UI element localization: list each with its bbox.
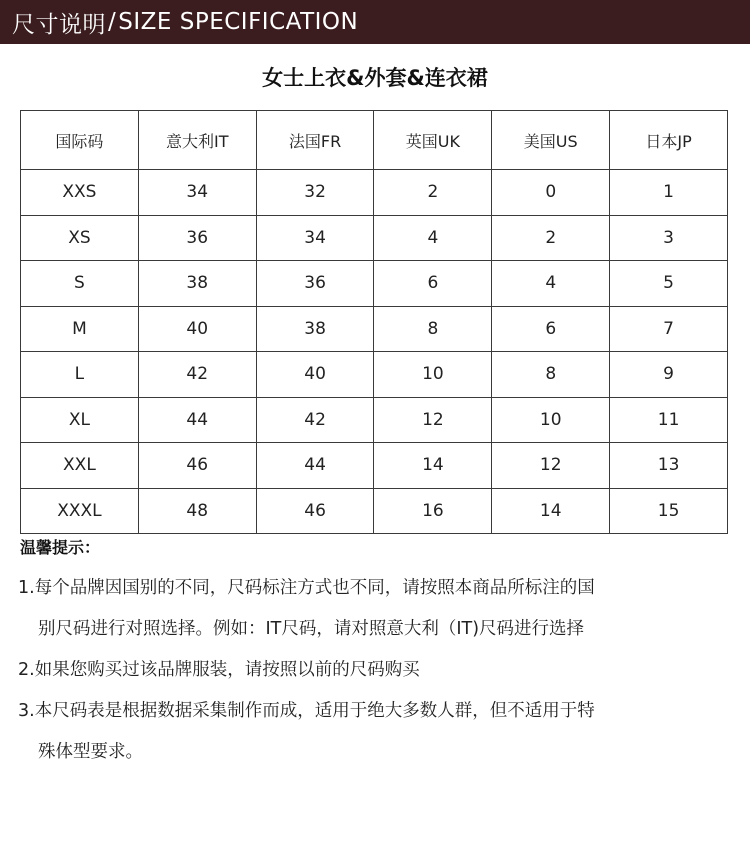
table-cell: 32 xyxy=(256,170,374,216)
table-cell: 2 xyxy=(492,215,610,261)
tips-list xyxy=(18,568,733,773)
table-cell: 7 xyxy=(610,306,728,352)
table-cell: 16 xyxy=(374,488,492,534)
table-cell: 4 xyxy=(374,215,492,261)
table-row xyxy=(21,261,728,307)
table-cell: 8 xyxy=(492,352,610,398)
table-cell: 3 xyxy=(610,215,728,261)
table-cell: 12 xyxy=(492,443,610,489)
size-table xyxy=(20,110,728,534)
table-row xyxy=(21,170,728,216)
table-cell: 6 xyxy=(492,306,610,352)
table-cell: 42 xyxy=(256,397,374,443)
table-cell: 8 xyxy=(374,306,492,352)
table-cell: 34 xyxy=(256,215,374,261)
table-cell: 36 xyxy=(138,215,256,261)
table-cell: 38 xyxy=(256,306,374,352)
tip-3-line-1: 3.本尺码表是根据数据采集制作而成，适用于绝大多数人群，但不适用于特 xyxy=(18,701,595,721)
table-cell: 0 xyxy=(492,170,610,216)
table-row xyxy=(21,215,728,261)
table-row xyxy=(21,443,728,489)
table-cell: 4 xyxy=(492,261,610,307)
table-title: 女士上衣&外套&连衣裙 xyxy=(262,66,488,90)
header-jp: 日本JP xyxy=(610,111,728,170)
table-cell: 44 xyxy=(256,443,374,489)
tip-1-line-1: 1.每个品牌因国别的不同，尺码标注方式也不同，请按照本商品所标注的国 xyxy=(18,578,595,598)
table-cell: 9 xyxy=(610,352,728,398)
table-cell: XL xyxy=(21,397,139,443)
table-cell: 40 xyxy=(256,352,374,398)
banner-title-en: SIZE SPECIFICATION xyxy=(118,9,359,35)
table-cell: 14 xyxy=(374,443,492,489)
header-intl: 国际码 xyxy=(21,111,139,170)
table-cell: 2 xyxy=(374,170,492,216)
header-uk: 英国UK xyxy=(374,111,492,170)
header-banner xyxy=(0,0,750,44)
table-cell: 10 xyxy=(492,397,610,443)
table-cell: L xyxy=(21,352,139,398)
table-cell: 5 xyxy=(610,261,728,307)
table-cell: XXS xyxy=(21,170,139,216)
table-cell: XXXL xyxy=(21,488,139,534)
table-cell: M xyxy=(21,306,139,352)
table-cell: 11 xyxy=(610,397,728,443)
table-cell: 13 xyxy=(610,443,728,489)
table-cell: 40 xyxy=(138,306,256,352)
table-row xyxy=(21,488,728,534)
table-cell: 10 xyxy=(374,352,492,398)
table-cell: XS xyxy=(21,215,139,261)
table-cell: 6 xyxy=(374,261,492,307)
table-cell: 14 xyxy=(492,488,610,534)
table-cell: 1 xyxy=(610,170,728,216)
table-cell: 48 xyxy=(138,488,256,534)
table-cell: 42 xyxy=(138,352,256,398)
table-cell: 36 xyxy=(256,261,374,307)
header-us: 美国US xyxy=(492,111,610,170)
header-it: 意大利IT xyxy=(138,111,256,170)
table-cell: 44 xyxy=(138,397,256,443)
table-cell: 46 xyxy=(256,488,374,534)
table-header-row xyxy=(21,111,728,170)
banner-title-cn: 尺寸说明 xyxy=(12,11,106,38)
header-fr: 法国FR xyxy=(256,111,374,170)
table-row xyxy=(21,397,728,443)
tip-2-line-1: 2.如果您购买过该品牌服装，请按照以前的尺码购买 xyxy=(18,660,420,680)
tip-3-line-2: 殊体型要求。 xyxy=(38,742,143,762)
table-cell: S xyxy=(21,261,139,307)
table-row xyxy=(21,352,728,398)
table-cell: 46 xyxy=(138,443,256,489)
table-row xyxy=(21,306,728,352)
table-cell: 15 xyxy=(610,488,728,534)
table-cell: XXL xyxy=(21,443,139,489)
tip-1-line-2: 别尺码进行对照选择。例如：IT尺码，请对照意大利（IT)尺码进行选择 xyxy=(38,619,585,639)
tips-heading: 温馨提示： xyxy=(20,538,101,557)
banner-separator: / xyxy=(108,9,117,35)
table-cell: 38 xyxy=(138,261,256,307)
table-cell: 34 xyxy=(138,170,256,216)
table-cell: 12 xyxy=(374,397,492,443)
